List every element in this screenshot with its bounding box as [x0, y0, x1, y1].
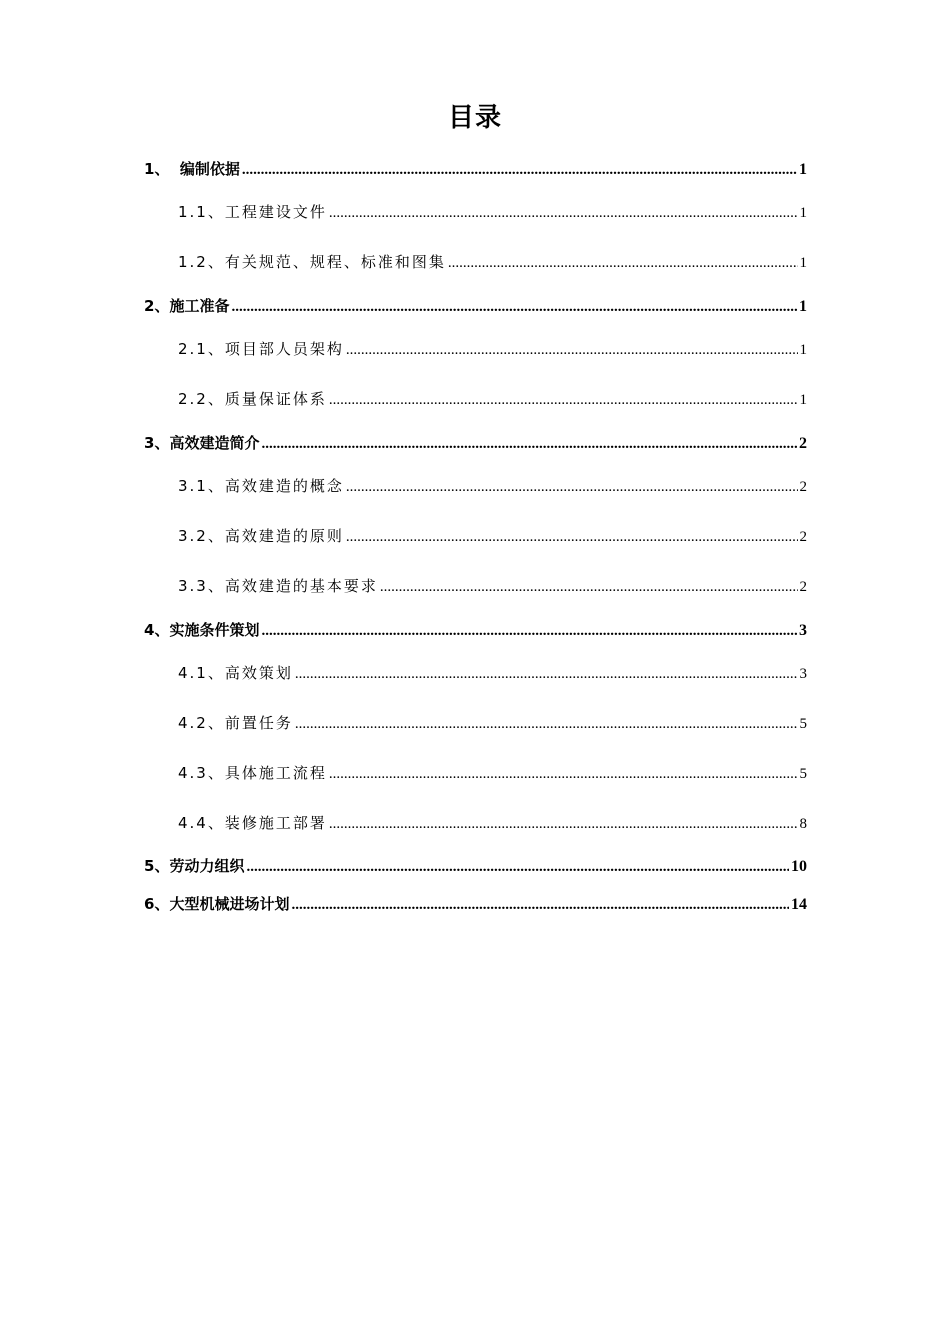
toc-entry[interactable] [144, 619, 807, 641]
toc-entry-separator: 、 [154, 621, 170, 639]
toc-leader-dots [346, 339, 798, 361]
toc-entry-separator: 、 [207, 527, 225, 545]
toc-leader-dots [261, 620, 797, 642]
toc-entry-number: 2 [144, 297, 155, 315]
toc-entry-separator: 、 [154, 895, 170, 913]
toc-entry[interactable] [144, 432, 807, 454]
toc-entry-number: 3.3 [178, 577, 208, 595]
toc-entry-number: 4.2 [178, 714, 208, 732]
toc-entry[interactable] [178, 712, 807, 734]
toc-leader-dots [246, 856, 789, 878]
toc-entry-page: 1 [799, 298, 807, 315]
toc-entry-number: 3.2 [178, 527, 208, 545]
toc-entry-page: 2 [799, 435, 807, 452]
toc-entry-number: 2.2 [178, 390, 208, 408]
toc-entry-title: 项目部人员架构 [224, 340, 344, 358]
toc-entry-number: 6 [144, 895, 155, 913]
toc-entry-number: 1.2 [178, 253, 208, 271]
toc-entry-separator: 、 [207, 577, 225, 595]
toc-leader-dots [346, 526, 798, 548]
toc-entry-separator: 、 [207, 664, 225, 682]
toc-entry[interactable] [178, 575, 807, 597]
toc-leader-dots [329, 389, 798, 411]
toc-entry-page: 5 [799, 716, 807, 732]
toc-leader-dots [261, 433, 797, 455]
toc-entry-page: 1 [799, 392, 807, 408]
toc-entry-number: 1.1 [178, 203, 208, 221]
toc-entry-page: 3 [799, 666, 807, 682]
toc-entry-page: 10 [791, 858, 807, 875]
toc-entry[interactable] [178, 201, 807, 223]
toc-entry-page: 2 [799, 529, 807, 545]
toc-entry[interactable] [178, 388, 807, 410]
toc-entry-separator: 、 [207, 253, 225, 271]
toc-entry-number: 4.4 [178, 814, 208, 832]
toc-entry-number: 4 [144, 621, 155, 639]
toc-entry-title: 高效建造的原则 [224, 527, 344, 545]
toc-leader-dots [291, 894, 789, 916]
toc-leader-dots [329, 763, 798, 785]
toc-leader-dots [346, 476, 798, 498]
toc-entry-number: 3.1 [178, 477, 208, 495]
toc-entry-number: 4.3 [178, 764, 208, 782]
toc-entry-separator: 、 [154, 297, 170, 315]
toc-entry-separator: 、 [207, 477, 225, 495]
toc-entry-page: 14 [791, 896, 807, 913]
toc-entry-separator: 、 [154, 160, 180, 178]
toc-entry-page: 8 [799, 816, 807, 832]
toc-entry-page: 2 [799, 479, 807, 495]
toc-entry-page: 1 [799, 205, 807, 221]
toc-entry-title: 高效建造的概念 [224, 477, 344, 495]
toc-entry-title: 高效策划 [224, 664, 293, 682]
toc-entry-separator: 、 [207, 814, 225, 832]
toc-entry-separator: 、 [207, 390, 225, 408]
toc-entry-number: 5 [144, 857, 155, 875]
toc-leader-dots [380, 576, 798, 598]
toc-entry-separator: 、 [154, 857, 170, 875]
toc-entry-title: 具体施工流程 [224, 764, 327, 782]
toc-entry[interactable] [178, 662, 807, 684]
toc-entry-title: 实施条件策划 [169, 621, 260, 639]
toc-entry-page: 2 [799, 579, 807, 595]
toc-leader-dots [329, 202, 798, 224]
toc-entry-separator: 、 [154, 434, 170, 452]
toc-entry-title: 编制依据 [179, 160, 240, 178]
toc-entry-separator: 、 [207, 714, 225, 732]
toc-entry-page: 3 [799, 622, 807, 639]
toc-entry-number: 2.1 [178, 340, 208, 358]
toc-entry[interactable] [178, 338, 807, 360]
toc-entry[interactable] [144, 158, 807, 180]
toc-title: 目录 [447, 103, 502, 133]
toc-entry-title: 高效建造的基本要求 [224, 577, 378, 595]
toc-entry-title: 工程建设文件 [224, 203, 327, 221]
toc-leader-dots [329, 813, 798, 835]
toc-entry-page: 1 [799, 342, 807, 358]
toc-entry-title: 有关规范、规程、标准和图集 [224, 253, 446, 271]
toc-entry-page: 1 [799, 255, 807, 271]
toc-entry[interactable] [178, 475, 807, 497]
toc-entry-page: 5 [799, 766, 807, 782]
toc-entry-title: 劳动力组织 [169, 857, 245, 875]
toc-entry[interactable] [144, 855, 807, 877]
toc-entry-title: 高效建造简介 [169, 434, 260, 452]
toc-leader-dots [295, 713, 798, 735]
toc-entry[interactable] [178, 251, 807, 273]
toc-entry-separator: 、 [207, 764, 225, 782]
toc-entry[interactable] [144, 893, 807, 915]
toc-leader-dots [231, 296, 797, 318]
toc-entry[interactable] [144, 295, 807, 317]
toc-entry-title: 前置任务 [224, 714, 293, 732]
toc-entry-number: 1 [144, 160, 155, 178]
toc-entry-number: 4.1 [178, 664, 208, 682]
toc-entry-title: 装修施工部署 [224, 814, 327, 832]
toc-entry[interactable] [178, 525, 807, 547]
toc-entry[interactable] [178, 762, 807, 784]
toc-leader-dots [448, 252, 798, 274]
toc-entry-title: 施工准备 [169, 297, 230, 315]
toc-entry-number: 3 [144, 434, 155, 452]
toc-entry-page: 1 [799, 161, 807, 178]
toc-leader-dots [295, 663, 798, 685]
toc-entry-title: 质量保证体系 [224, 390, 327, 408]
toc-entry-separator: 、 [207, 203, 225, 221]
toc-entry-separator: 、 [207, 340, 225, 358]
toc-leader-dots [242, 159, 797, 181]
toc-entry[interactable] [178, 812, 807, 834]
toc-entry-title: 大型机械进场计划 [169, 895, 290, 913]
